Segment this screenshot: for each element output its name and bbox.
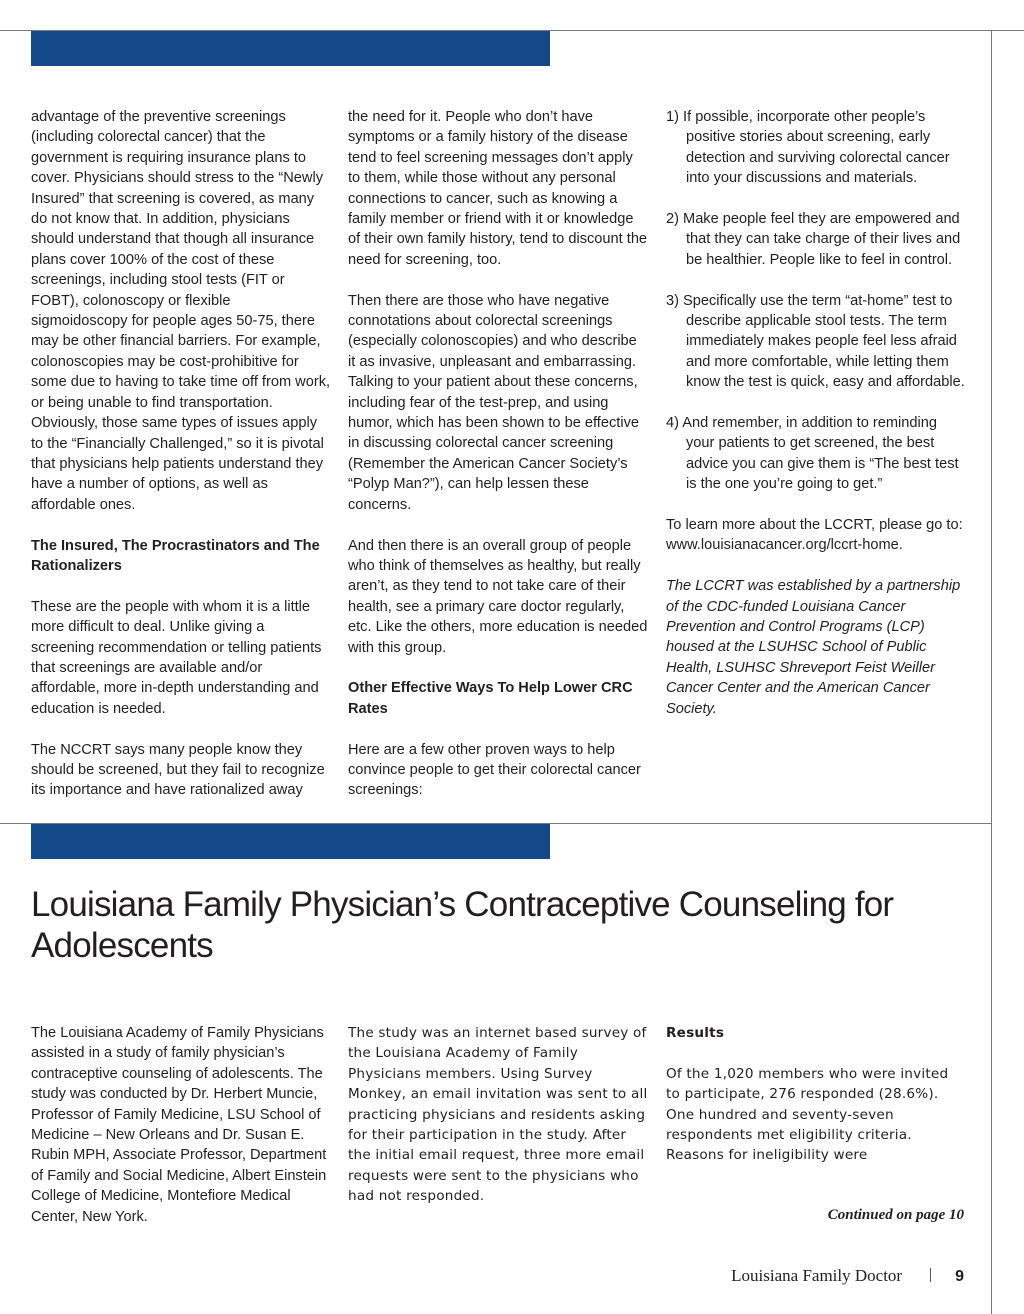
section-heading: Other Effective Ways To Help Lower CRC Rates bbox=[348, 680, 633, 717]
paragraph: advantage of the preventive screenings (including colorectal cancer) that the government is requiring insurance plans to cover. Physicians should stress to the “Newly Insured” that screening is covered, as many do not know that. In addition, physicians should understand that though all insurance plans cover 100% of the cost of these screenings, including stool tests (FIT or FOBT), colonoscopy or flexible sigmoidoscopy for people ages 50-75, there may be other financial barriers. For example, colonoscopies may be cost-prohibitive for some due to having to take time off from work, or being unable to find transportation. Obviously, those same types of issues apply to the “Financially Challenged,” so it is pivotal that physicians help patients understand they have a number of options, as well as affordable ones. bbox=[31, 109, 331, 513]
publication-name: Louisiana Family Doctor bbox=[731, 1266, 903, 1285]
page-footer bbox=[731, 1266, 964, 1286]
paragraph: The LCCRT was established by a partnership of the CDC-funded Louisiana Cancer Prevention and Control Programs (LCP) housed at the LSUHSC School of Public Health, LSUHSC Shreveport Feist Weiller Cancer Center and the American Cancer Society. bbox=[666, 578, 961, 717]
section-heading: The Insured, The Procrastinators and The Rationalizers bbox=[31, 537, 320, 574]
paragraph: 1) If possible, incorporate other people’s positive stories about screening, early detection and surviving colorectal cancer into your discussions and materials. bbox=[666, 109, 950, 187]
article-title: Louisiana Family Physician’s Contraceptive Counseling for Adolescents bbox=[31, 885, 894, 965]
paragraph: the need for it. People who don’t have symptoms or a family history of the disease tend to feel screening messages don’t apply to them, while those without any personal connections to cancer, such as knowing a family member or friend with it or knowledge of their own family history, tend to discount the need for screening, too. bbox=[348, 109, 648, 268]
article2-column-3 bbox=[666, 1023, 966, 1166]
article1-column-3 bbox=[666, 107, 966, 719]
top-accent-band bbox=[31, 31, 550, 66]
article2-column-1 bbox=[31, 1023, 331, 1227]
page-number: 9 bbox=[955, 1268, 964, 1285]
section-heading: Results bbox=[666, 1025, 725, 1041]
section-accent-band bbox=[31, 824, 550, 859]
paragraph: Of the 1,020 members who were invited to participate, 276 responded (28.6%). One hundred and seventy-seven respondents met eligibility criteria. Reasons for ineligibility were bbox=[666, 1065, 949, 1164]
right-margin-rule bbox=[991, 30, 992, 1314]
paragraph: Then there are those who have negative connotations about colorectal screenings (especially colonoscopies) and who describe it as invasive, unpleasant and embarrassing. Talking to your patient about these concerns, including fear of the test-prep, and using humor, which has been shown to be effective in discussing colorectal cancer screening (Remember the American Cancer Society’s “Polyp Man?”), can help lessen these concerns. bbox=[348, 292, 639, 513]
paragraph: And then there is an overall group of people who think of themselves as healthy, but really aren’t, as they tend to not take care of their health, see a primary care doctor regularly, etc. Like the others, more education is needed with this group. bbox=[348, 537, 648, 656]
continued-note: Continued on page 10 bbox=[827, 1207, 964, 1223]
article2-column-2 bbox=[348, 1023, 648, 1207]
footer-separator bbox=[930, 1268, 931, 1282]
article1-column-2 bbox=[348, 107, 648, 801]
paragraph: The study was an internet based survey of the Louisiana Academy of Family Physicians members. Using Survey Monkey, an email invitation was sent to all practicing physicians and residents asking for their participation in the study. After the initial email request, three more email requests were sent to the physicians who had not responded. bbox=[348, 1025, 648, 1205]
paragraph: The Louisiana Academy of Family Physicians assisted in a study of family physician’s contraceptive counseling of adolescents. The study was conducted by Dr. Herbert Muncie, Professor of Family Medicine, LSU School of Medicine – New Orleans and Dr. Susan E. Rubin MPH, Associate Professor, Department of Family and Social Medicine, Albert Einstein College of Medicine, Montefiore Medical Center, New York. bbox=[31, 1025, 327, 1225]
paragraph: To learn more about the LCCRT, please go to: www.louisianacancer.org/lccrt-home. bbox=[666, 517, 963, 554]
paragraph: 4) And remember, in addition to reminding your patients to get screened, the best advice you can give them is “The best test is the one you’re going to get.” bbox=[666, 415, 959, 493]
paragraph: 2) Make people feel they are empowered and that they can take charge of their lives and be healthier. People like to feel in control. bbox=[666, 211, 961, 268]
paragraph: 3) Specifically use the term “at-home” test to describe applicable stool tests. The term immediately makes people feel less afraid and more comfortable, while letting them know the test is quick, easy and affordable. bbox=[666, 292, 965, 391]
paragraph: Here are a few other proven ways to help convince people to get their colorectal cancer screenings: bbox=[348, 741, 641, 799]
paragraph: These are the people with whom it is a little more difficult to deal. Unlike giving a screening recommendation or telling patients that screenings are available and/or affordable, more in-depth understanding and education is needed. bbox=[31, 598, 322, 717]
paragraph: The NCCRT says many people know they should be screened, but they fail to recognize its importance and have rationalized away bbox=[31, 741, 325, 799]
article1-column-1 bbox=[31, 107, 331, 801]
